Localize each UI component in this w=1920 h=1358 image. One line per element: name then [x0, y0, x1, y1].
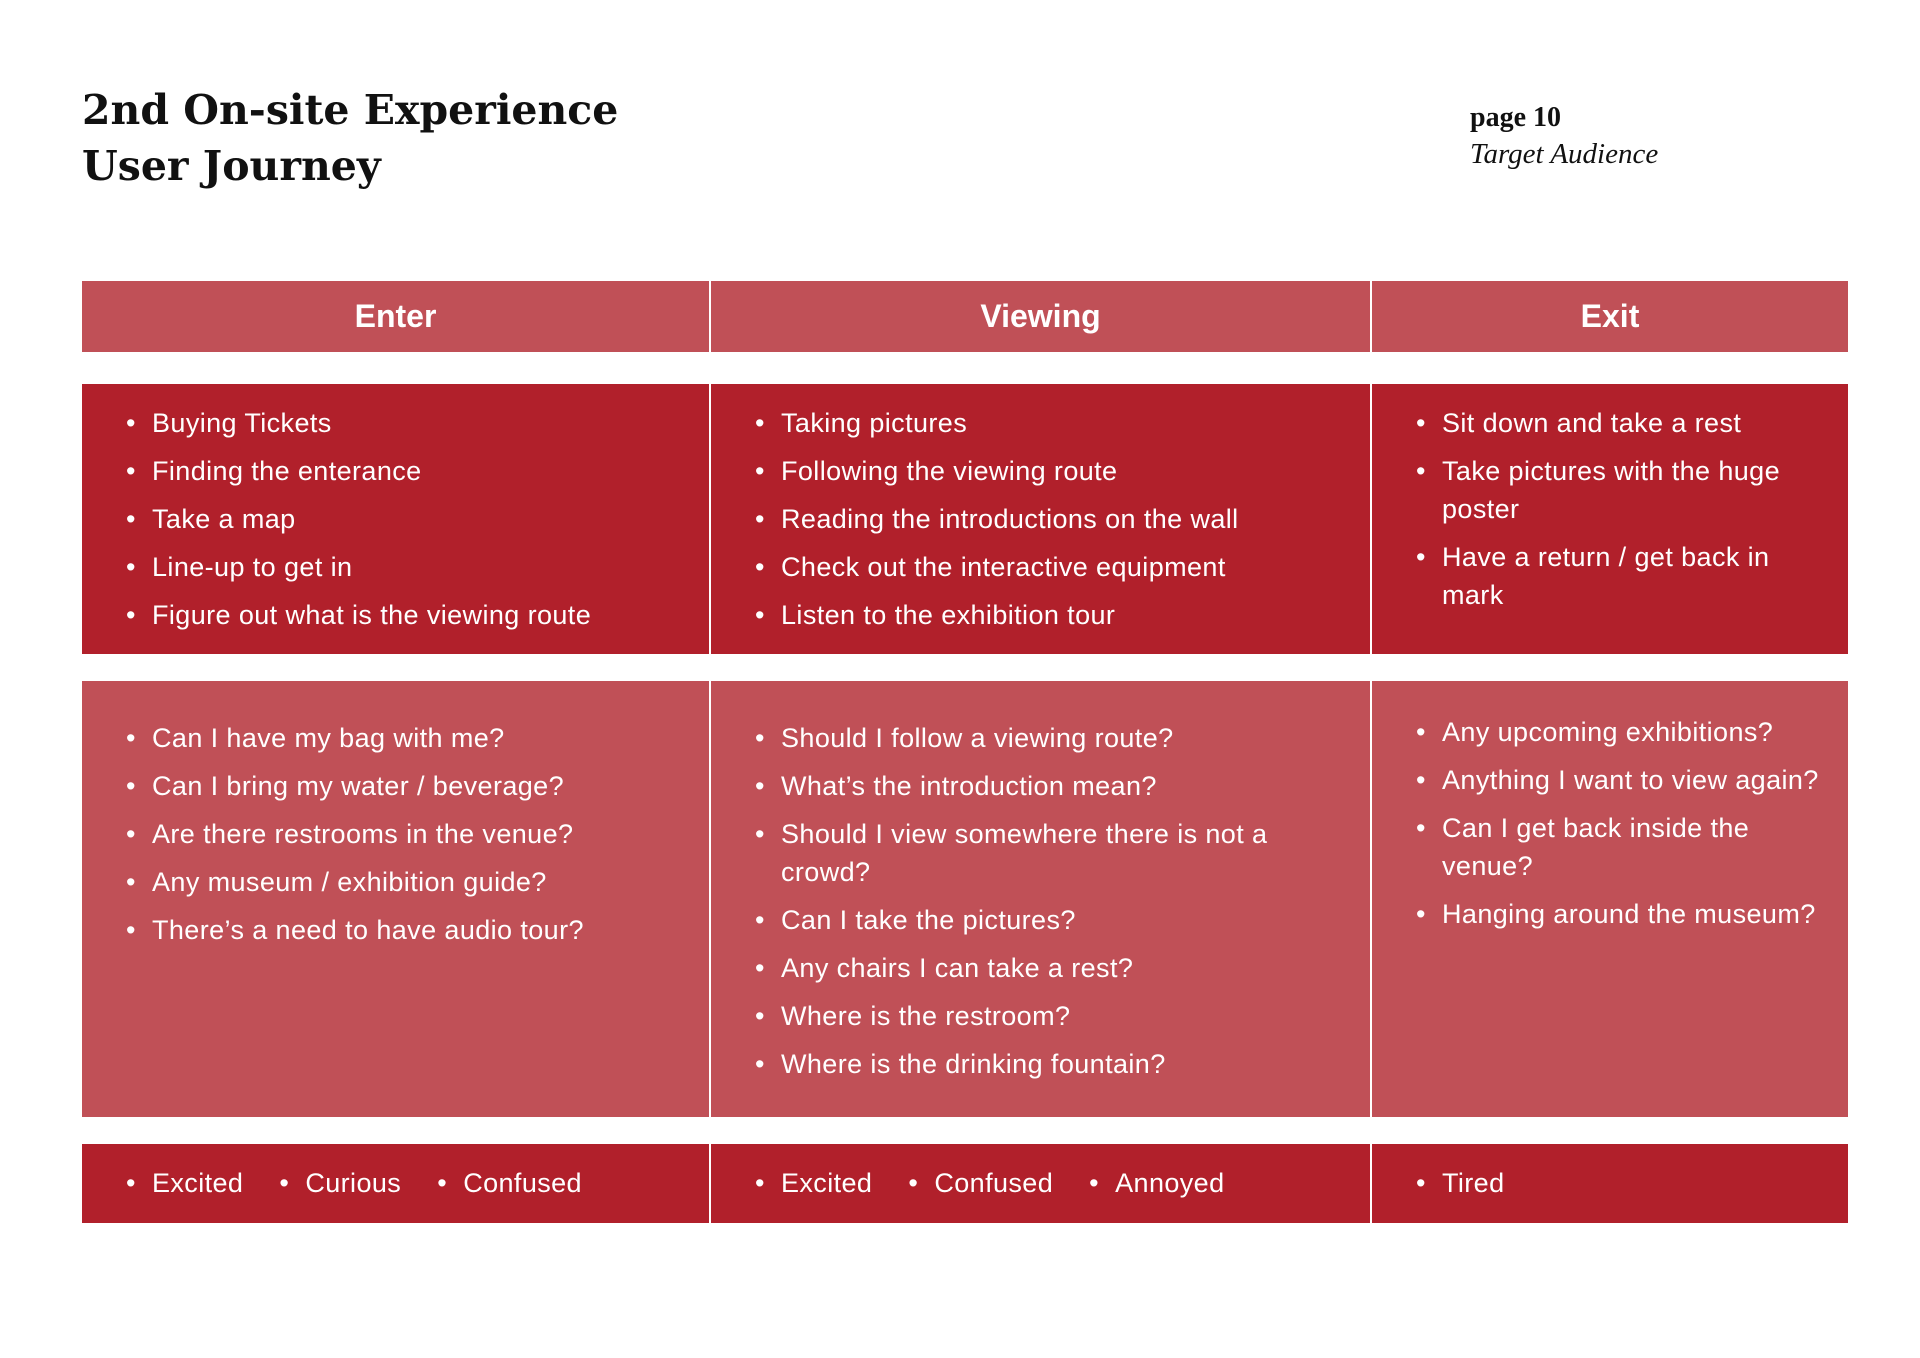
questions-list-viewing	[711, 681, 1370, 1083]
list-item: • Have a return / get back in mark	[1416, 538, 1828, 614]
list-item: • Reading the introductions on the wall	[755, 500, 1350, 538]
list-item: • What’s the introduction mean?	[755, 767, 1350, 805]
page-number: page 10	[1470, 102, 1561, 133]
list-item: • Excited	[126, 1168, 243, 1199]
feelings-list-viewing	[711, 1168, 1261, 1199]
list-item: • Take pictures with the huge poster	[1416, 452, 1828, 528]
list-item: • Finding the enterance	[126, 452, 689, 490]
list-item: • Figure out what is the viewing route	[126, 596, 689, 634]
list-item: • Tired	[1416, 1168, 1505, 1199]
questions-cell-enter	[82, 681, 709, 1117]
page-info	[1470, 100, 1658, 172]
actions-cell-viewing	[711, 384, 1370, 654]
list-item: • Can I bring my water / beverage?	[126, 767, 689, 805]
list-item: • Annoyed	[1089, 1168, 1224, 1199]
column-header-viewing: Viewing	[711, 281, 1370, 352]
title-line-2: User Journey	[82, 142, 381, 190]
user-journey-table	[82, 281, 1848, 1223]
feelings-cell-exit	[1372, 1144, 1848, 1223]
list-item: • Any upcoming exhibitions?	[1416, 713, 1828, 751]
list-item: • Sit down and take a rest	[1416, 404, 1828, 442]
questions-cell-viewing	[711, 681, 1370, 1117]
column-header-enter: Enter	[82, 281, 709, 352]
questions-list-enter	[82, 681, 709, 949]
list-item: • Confused	[437, 1168, 582, 1199]
questions-cell-exit	[1372, 681, 1848, 1117]
list-item: • Following the viewing route	[755, 452, 1350, 490]
list-item: • Buying Tickets	[126, 404, 689, 442]
list-item: • Listen to the exhibition tour	[755, 596, 1350, 634]
list-item: • Anything I want to view again?	[1416, 761, 1828, 799]
list-item: • Should I follow a viewing route?	[755, 719, 1350, 757]
feelings-cell-viewing	[711, 1144, 1370, 1223]
list-item: • Taking pictures	[755, 404, 1350, 442]
list-item: • Curious	[279, 1168, 401, 1199]
actions-list-enter	[82, 384, 709, 634]
list-item: • Confused	[908, 1168, 1053, 1199]
list-item: • Where is the restroom?	[755, 997, 1350, 1035]
actions-cell-exit	[1372, 384, 1848, 654]
list-item: • Take a map	[126, 500, 689, 538]
column-header-exit: Exit	[1372, 281, 1848, 352]
page-title	[82, 82, 618, 194]
list-item: • Excited	[755, 1168, 872, 1199]
list-item: • Hanging around the museum?	[1416, 895, 1828, 933]
list-item: • Line-up to get in	[126, 548, 689, 586]
list-item: • Should I view somewhere there is not a crowd?	[755, 815, 1350, 891]
section-name: Target Audience	[1470, 138, 1659, 170]
title-line-1: 2nd On-site Experience	[82, 86, 619, 134]
list-item: • Can I get back inside the venue?	[1416, 809, 1828, 885]
feelings-list-exit	[1372, 1168, 1541, 1199]
actions-list-exit	[1372, 384, 1848, 614]
questions-list-exit	[1372, 681, 1848, 933]
feelings-cell-enter	[82, 1144, 709, 1223]
list-item: • Where is the drinking fountain?	[755, 1045, 1350, 1083]
actions-cell-enter	[82, 384, 709, 654]
feelings-list-enter	[82, 1168, 618, 1199]
list-item: • Can I have my bag with me?	[126, 719, 689, 757]
list-item: • Any chairs I can take a rest?	[755, 949, 1350, 987]
list-item: • Can I take the pictures?	[755, 901, 1350, 939]
actions-list-viewing	[711, 384, 1370, 634]
list-item: • Are there restrooms in the venue?	[126, 815, 689, 853]
list-item: • Check out the interactive equipment	[755, 548, 1350, 586]
list-item: • Any museum / exhibition guide?	[126, 863, 689, 901]
list-item: • There’s a need to have audio tour?	[126, 911, 689, 949]
